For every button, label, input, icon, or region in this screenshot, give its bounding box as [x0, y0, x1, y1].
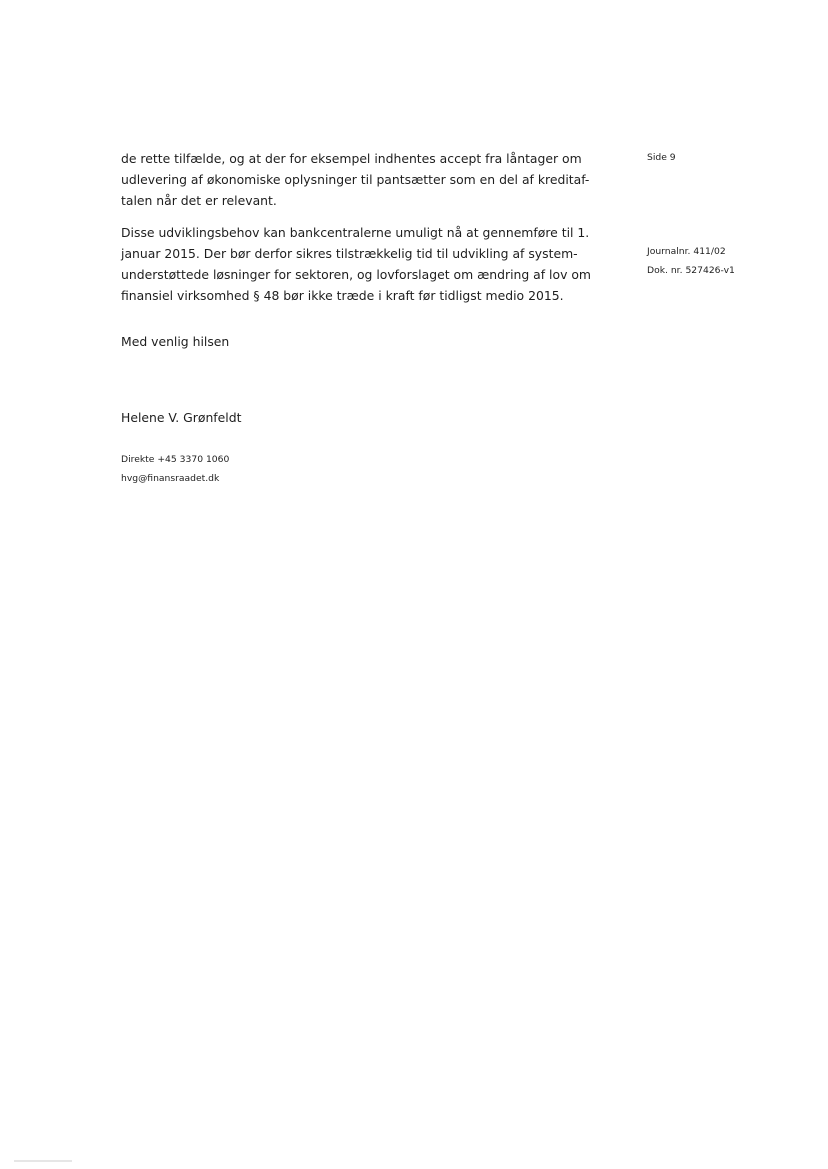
paragraph-line: de rette tilfælde, og at der for eksempel indhentes accept fra låntager om — [121, 151, 582, 166]
paragraph-line: januar 2015. Der bør derfor sikres tilstrækkelig tid til udvikling af system- — [121, 246, 578, 261]
contact-block — [121, 450, 229, 488]
paragraph-line: talen når det er relevant. — [121, 193, 277, 208]
paragraph-line: Disse udviklingsbehov kan bankcentralerne umuligt nå at gennemføre til 1. — [121, 225, 590, 240]
paragraph-line: understøttede løsninger for sektoren, og lovforslaget om ændring af lov om — [121, 267, 592, 282]
paragraph-line: udlevering af økonomiske oplysninger til pantsætter som en del af kreditaf- — [121, 172, 590, 187]
signer-name: Helene V. Grønfeldt — [121, 410, 242, 425]
journal-number: Journalnr. 411/02 — [647, 246, 726, 257]
document-number: Dok. nr. 527426-v1 — [647, 265, 735, 276]
body-paragraph-1 — [121, 148, 611, 211]
paragraph-line: finansiel virksomhed § 48 bør ikke træde i kraft før tidligst medio 2015. — [121, 288, 564, 303]
document-reference — [647, 242, 735, 280]
page-number: Side 9 — [647, 152, 676, 163]
contact-email: hvg@finansraadet.dk — [121, 473, 220, 484]
body-paragraph-2 — [121, 222, 611, 306]
closing-salutation: Med venlig hilsen — [121, 334, 230, 349]
scan-artifact — [14, 1160, 72, 1162]
contact-phone: Direkte +45 3370 1060 — [121, 454, 230, 465]
